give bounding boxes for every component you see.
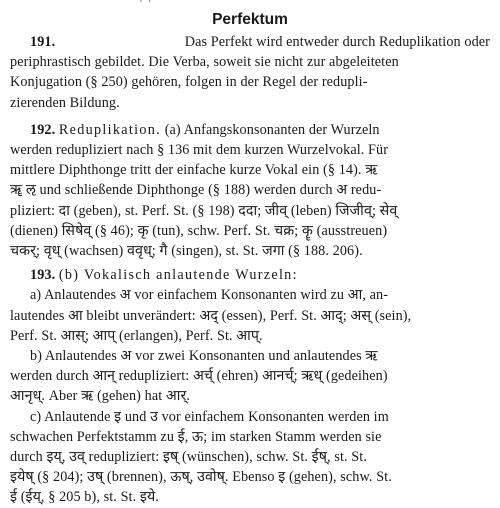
s191-line-4: zierenden Bildung. — [10, 94, 120, 111]
s193-c-line-4: इयेष् (§ 204); उष् (brennen), ऊष्, उवोष्. Ebenso इ (gehen), schw. St. — [10, 469, 392, 486]
s191-line-3: Konjugation (§ 250) gehören, folgen in der Regel der redupli- — [10, 74, 368, 91]
s193-line-1 — [10, 265, 490, 285]
s193-c-line-5: ई (ईय्, § 205 b), st. St. इये. — [10, 489, 159, 506]
s192-line-6: (dienen) सिषेव् (§ 46); कृ (tun), schw. Perf. St. चक्र; कॄ (ausstreuen) — [10, 222, 388, 239]
section-192 — [10, 120, 490, 261]
s192-heading: Reduplikation. — [58, 121, 162, 138]
s191-line-1-text: Das Perfekt wird entweder durch Reduplikation oder — [184, 34, 490, 50]
s193-b-line-2: werden durch आन् redupliziert: अर्च् (ehren) आनर्च्; ऋध् (gedeihen) — [10, 368, 388, 385]
section-191 — [10, 32, 490, 113]
s191-line-1 — [10, 32, 490, 52]
s191-line-2: periphrastisch gebildet. Die Verba, soweit sie nicht zur abgeleiteten — [10, 54, 399, 71]
s193-c-line-3: durch इय्, उव् redupliziert: इष् (wünschen), schw. St. ईष्, st. St. — [10, 449, 367, 466]
section-193 — [10, 265, 490, 507]
s193-c-line-1: c) Anlautende इ und उ vor einfachem Konsonanten werden im — [30, 408, 389, 425]
s192-line-3: mittlere Diphthonge tritt der einfache kurze Vokal ein (§ 14). ऋ — [10, 162, 378, 179]
s192-line-1-text: (a) Anfangskonsonanten der Wurzeln — [164, 121, 380, 138]
s192-line-1 — [10, 120, 490, 140]
page-title: Perfektum — [212, 11, 288, 28]
s193-b-line-1: b) Anlautendes अ vor zwei Konsonanten und anlautendes ऋ — [30, 348, 378, 365]
s193-a-line-3: Perf. St. आस्; आप् (erlangen), Perf. St. आप्. — [10, 327, 263, 344]
s193-b-line-3: आनृध्. Aber ऋ (gehen) hat आर्. — [10, 388, 191, 405]
s192-line-5: pliziert: दा (geben), st. Perf. St. (§ 198) ददा; जीव् (leben) जिजीव्; सेव् — [10, 202, 398, 219]
page-top-mark: ' ' — [140, 0, 153, 10]
s193-a-line-1: a) Anlautendes अ vor einfachem Konsonanten wird zu आ, an- — [30, 287, 389, 304]
s192-line-2: werden redupliziert nach § 136 mit dem kurzen Wurzelvokal. Für — [10, 142, 389, 159]
s192-line-4: ॠ ऌ und schließende Diphthonge (§ 188) werden durch अ redu- — [10, 182, 382, 199]
s193-heading: (b) Vokalisch anlautende Wurzeln: — [58, 267, 298, 284]
s193-number: 193. — [30, 267, 56, 284]
s192-number: 192. — [30, 121, 56, 138]
s193-c-line-2: schwachen Perfektstamm zu ई, ऊ; im starken Stamm werden sie — [10, 428, 382, 445]
s193-a-line-2: lautendes आ bleibt unverändert: अद् (essen), Perf. St. आद्; अस् (sein), — [10, 307, 412, 324]
s192-line-7: चकर्; वृध् (wachsen) ववृध्; गै (singen), st. St. जगा (§ 188. 206). — [10, 243, 363, 260]
s191-number: 191. — [30, 34, 56, 50]
